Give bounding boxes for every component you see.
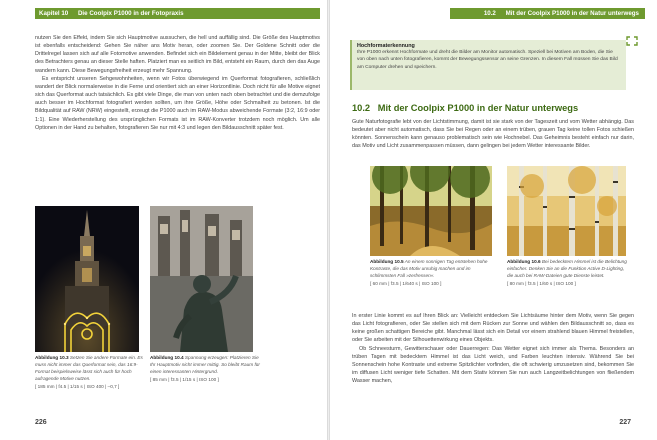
header-title: Die Coolpix P1000 in der Fotopraxis: [77, 10, 184, 17]
paragraph: Ob Schneesturm, Gewitterschauer oder Dauerregen: Das Wetter eignet sich immer als Thema. Besonders an trüben Tagen mit bedecktem Himmel ist das Licht weich, und Farben leuchten intensiv. Während Sie bei Sonnenschein hohe Kontraste und extreme Spitzlichter vorfinden, die oft schwierig umzusetzen sind, bekommen Sie im diffusen Licht weniger tiefe Schatten. Mit dem Stativ können Sie nun auch Langzeitbelichtungen von fließendem Wasser machen,: [352, 345, 634, 385]
paragraph: Es entspricht unseren Sehgewohnheiten, wenn wir Fotos überwiegend im Querformat fotografieren, schließlich wandert der Blick normalerweise in die Ferne und orientiert sich an einer Horizontlinie. Doch nicht für alle Motive eignet sich das Querformat auch tatsächlich. Es gibt viele Dinge, die man von unten nach oben betrachtet und die demzufolge auch besser im Hochformat fotografiert werden sollten, um ihre Größe, Höhe oder Schmalheit zu betonen. Ist die Bildqualität auf RAW (NRW) eingestellt, erzeugt die P1000 auch im RAW-Modus abweichende Formate (3:2, 16:9 oder 1:1). Eine Wiederherstellung des ursprünglichen Formats ist im RAW-Konverter trotzdem noch möglich. Um alle Optionen in der Hand zu behalten, fotografieren Sie nur mit 4:3 und legen den Bildausschnitt später fest.: [35, 75, 320, 131]
right-body-text: [352, 312, 634, 385]
figure-cathedral-night: [35, 206, 139, 352]
birch-forest-photo: [507, 166, 626, 256]
cathedral-photo: [35, 206, 139, 352]
info-box: [350, 40, 626, 90]
paragraph: nutzen Sie den Effekt, indem Sie sich Hauptmotive aussuchen, die hell und auffällig sind. Die Größe des Hauptmotivs ist ebenfalls entscheidend: Gehen Sie näher ans Motiv heran, oder zoomen Sie. Der Goldene Schnitt oder die Drittelregel lassen sich auf alle Fotomotive anwenden. Befindet sich ein Bildelement genau in der Mitte, bleibt der Blick des Betrachters genau an dieser Stelle haften. Platziert man es seitlich im Bild, entsteht ein Raum, durch den das Auge wandern kann. Diese Bewegungsfreiheit erzeugt mehr Spannung.: [35, 35, 320, 74]
figure-caption-10-5: [370, 259, 494, 288]
figure-caption-10-3: [35, 355, 143, 391]
photo-metadata: [ 185 mm | f4.5 | 1/15 s | ISO 400 | –0,7 ]: [35, 383, 120, 389]
figure-caption-10-6: [507, 259, 631, 288]
figure-label: Abbildung 10.4: [150, 355, 184, 360]
running-header-left: [35, 8, 320, 19]
section-title: Mit der Coolpix P1000 in der Natur unterwegs: [377, 103, 579, 113]
caption-text: Setzen Sie andere Formate ein. Es muss nicht immer das Querformat sein, das 16:9-Format beispielsweise lässt sich auch für hoch aufragende Motive nutzen.: [35, 355, 143, 381]
header-title: Mit der Coolpix P1000 in der Natur unterwegs: [505, 10, 639, 17]
caption-text: Bei bedecktem Himmel ist die Belichtung einfacher. Denken Sie an die Funktion Active D-Lighting, die auch bei RAW-Dateien gute Dienste leistet.: [507, 259, 627, 278]
figure-label: Abbildung 10.3: [35, 355, 69, 360]
photo-metadata: [ 80 mm | f3.5 | 1/60 s | ISO 100 ]: [507, 280, 576, 286]
right-page: [330, 0, 657, 440]
photo-metadata: [ 60 mm | f3.5 | 1/640 s | ISO 100 ]: [370, 280, 442, 286]
caption-text: Spannung erzeugen: Platzieren Sie Ihr Hauptmotiv nicht immer mittig. So bleibt Raum für einen interessanten Hintergrund.: [150, 355, 260, 374]
caption-text: An einem sonnigen Tag entstehen hohe Kontraste, die das Motiv unruhig machen und im schlimmsten Fall »zerfressen«.: [370, 259, 488, 278]
figure-label: Abbildung 10.6: [507, 259, 541, 264]
sunny-forest-photo: [370, 166, 492, 256]
left-page: [0, 0, 327, 440]
running-header-right: [450, 8, 645, 19]
figure-birch-forest: [507, 166, 626, 256]
figure-caption-10-4: [150, 355, 265, 384]
intro-text: [352, 118, 634, 151]
section-heading: [352, 103, 578, 113]
info-box-title: Hochformaterkennung: [357, 43, 415, 49]
info-box-text: Ihre P1000 erkennt Hochformate und dreht die Bilder am Monitor automatisch. Speziell bei Motiven am Boden, die Sie von oben nach unten fotografieren, kommt der Bewegungssensor an seine Grenzen. In diesem Fall müssen Sie das Bild am Computer drehen und speichern.: [357, 50, 618, 70]
statue-photo: [150, 206, 253, 352]
left-body-text: [35, 34, 320, 132]
figure-statue-townhall: [150, 206, 253, 352]
paragraph: In erster Linie kommt es auf Ihren Blick an: Vielleicht entdecken Sie Lichtsäume hinter dem Motiv, wenn Sie gegen das Licht fotografieren, oder Sie stellen sich mit dem Rücken zur Sonne und wählen den Bildausschnitt so, dass es keine großen schattigen Bereiche gibt. Manchmal lässt sich ein Detail vor einem strahlend blauen Himmel freistellen, oder Sie arbeiten mit der Silhouettenwirkung eines Objekts.: [352, 313, 634, 344]
paragraph: Gute Naturfotografie lebt von der Lichtstimmung, damit ist sie stark von der Tageszeit und vom Wetter abhängig. Das bedeutet aber nicht automatisch, dass Sie bei Regen oder an einem trüben, grauen Tag keine tollen Fotos schießen könnten. Sonnenschein kann genauso problematisch sein wie Hochnebel. Das Geheimnis besteht einfach nur darin, das Motiv und Licht zusammenpassen müssen, dann gelingen bei jedem Wetter interessante Bilder.: [352, 119, 634, 150]
figure-sunny-forest: [370, 166, 492, 256]
section-number: 10.2: [352, 103, 371, 113]
figure-label: Abbildung 10.5: [370, 259, 404, 264]
frame-corners-icon: [626, 36, 638, 46]
photo-metadata: [ 85 mm | f3.5 | 1/15 s | ISO 100 ]: [150, 376, 219, 382]
page-number-right: 227: [619, 419, 631, 426]
header-section-number: 10.2: [483, 10, 496, 17]
header-chapter: Kapitel 10: [39, 10, 69, 17]
page-number-left: 226: [35, 419, 47, 426]
